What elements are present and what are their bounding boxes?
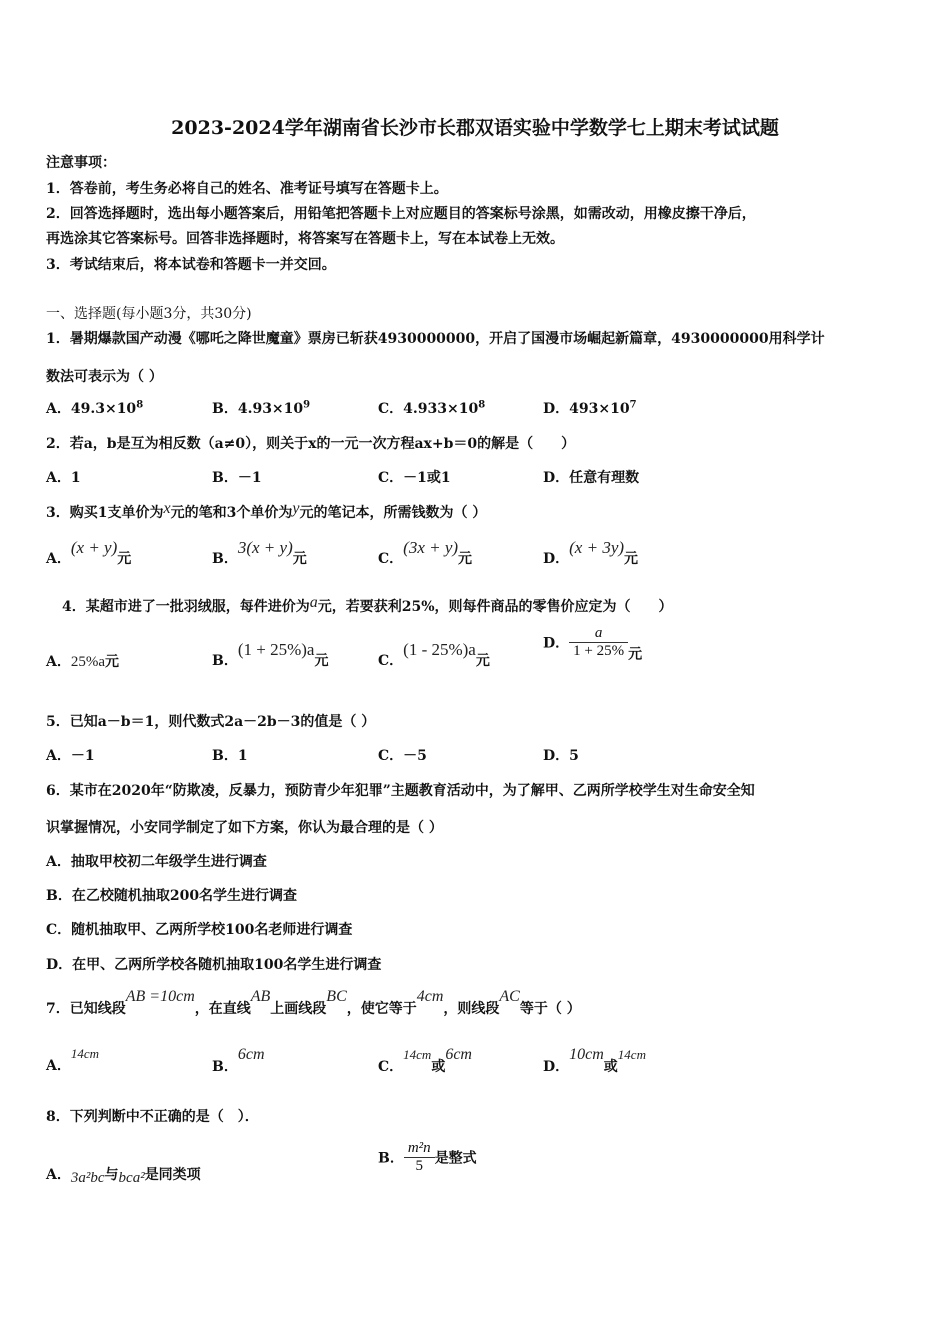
q3-option-b: B．3(x + y)元 — [212, 538, 307, 567]
q1-stem-cont: 数法可表示为（ ） — [46, 369, 163, 385]
q6-option-b: B．在乙校随机抽取200名学生进行调查 — [46, 888, 298, 904]
q1-stem: 1．暑期爆款国产动漫《哪吒之降世魔童》票房已斩获4930000000，开启了国漫市场崛起新篇章，4930000000用科学计 — [46, 331, 825, 347]
notice-item-2-cont: 再选涂其它答案标号。回答非选择题时，将答案写在答题卡上，写在本试卷上无效。 — [46, 231, 564, 247]
q2-option-c: C．－1或1 — [378, 470, 451, 486]
q6-stem: 6．某市在2020年“防欺凌，反暴力，预防青少年犯罪”主题教育活动中，为了解甲、乙两所学校学生对生命安全知 — [46, 783, 755, 799]
q7-stem: 7．已知线段AB =10cm，在直线AB上画线段BC，使它等于4cm，则线段AC等于（ ） — [46, 988, 581, 1017]
q1-option-d: D．$493\times 10^7$ — [543, 399, 637, 417]
q6-option-d: D．在甲、乙两所学校各随机抽取100名学生进行调查 — [46, 957, 382, 973]
q4-option-c: C．(1 - 25%)a元 — [378, 640, 490, 669]
q7-option-c: C．14cm或6cm — [378, 1046, 472, 1075]
q2-option-b: B．－1 — [212, 470, 262, 486]
notice-item-3: 3．考试结束后，将本试卷和答题卡一并交回。 — [46, 257, 336, 273]
q5-stem: 5．已知a－b＝1，则代数式2a－2b－3的值是（ ） — [46, 714, 376, 730]
notice-item-1: 1．答卷前，考生务必将自己的姓名、准考证号填写在答题卡上。 — [46, 181, 448, 197]
q1-option-b: B．$4.93\times 10^9$ — [212, 399, 311, 417]
fraction: $\frac{\text{m²n}}{5}$ — [404, 1140, 435, 1175]
q3-option-a: A．(x + y)元 — [46, 538, 132, 567]
q3-stem: 3．购买1支单价为x元的笔和3个单价为y元的笔记本，所需钱数为（ ） — [46, 500, 487, 521]
q8-stem: 8．下列判断中不正确的是（ ）． — [46, 1109, 259, 1125]
notice-item-2: 2．回答选择题时，选出每小题答案后，用铅笔把答题卡上对应题目的答案标号涂黑，如需改动，用橡皮擦干净后， — [46, 206, 756, 222]
q3-option-c: C．(3x + y)元 — [378, 538, 473, 567]
q4-stem: 4．某超市进了一批羽绒服，每件进价为a元，若要获利25%，则每件商品的零售价应定为（ ） — [62, 594, 673, 615]
q7-option-b: B．6cm — [212, 1046, 265, 1075]
q6-stem-cont: 识掌握情况，小安同学制定了如下方案，你认为最合理的是（ ） — [46, 820, 443, 836]
q5-option-b: B．1 — [212, 748, 248, 764]
q7-option-a: A．14cm — [46, 1046, 100, 1074]
q4-option-d: D． $\frac{a}{1 + 25\%}$ 元 — [543, 625, 643, 663]
q1-option-c: C．$4.933\times 10^8$ — [378, 399, 486, 417]
q2-option-d: D．任意有理数 — [543, 470, 640, 486]
q3-option-d: D．(x + 3y)元 — [543, 538, 639, 567]
q8-option-b: B． $\frac{\text{m²n}}{5}$ 是整式 — [378, 1140, 477, 1174]
section-heading: 一、选择题(每小题3分，共30分) — [46, 306, 252, 322]
q6-option-c: C．随机抽取甲、乙两所学校100名老师进行调查 — [46, 922, 353, 938]
page-title: 2023-2024学年湖南省长沙市长郡双语实验中学数学七上期末考试试题 — [171, 117, 779, 139]
q2-option-a: A．1 — [46, 470, 81, 486]
q5-option-d: D．5 — [543, 748, 579, 764]
q5-option-c: C．－5 — [378, 748, 427, 764]
notice-heading: 注意事项： — [46, 155, 116, 171]
q8-option-a: A．3a²bc与bca²是同类项 — [46, 1167, 201, 1186]
q2-stem: 2．若a，b是互为相反数（a≠0），则关于x的一元一次方程ax+b＝0的解是（ ） — [46, 436, 576, 452]
q6-option-a: A．抽取甲校初二年级学生进行调查 — [46, 854, 267, 870]
q4-option-b: B．(1 + 25%)a元 — [212, 640, 329, 669]
q5-option-a: A．－1 — [46, 748, 95, 764]
fraction: $\frac{a}{1 + 25\%}$ — [569, 625, 628, 660]
q1-option-a: A．$49.3\times 10^8$ — [46, 399, 144, 417]
q7-option-d: D．10cm或14cm — [543, 1046, 646, 1075]
q4-option-a: A．25%a元 — [46, 654, 120, 670]
